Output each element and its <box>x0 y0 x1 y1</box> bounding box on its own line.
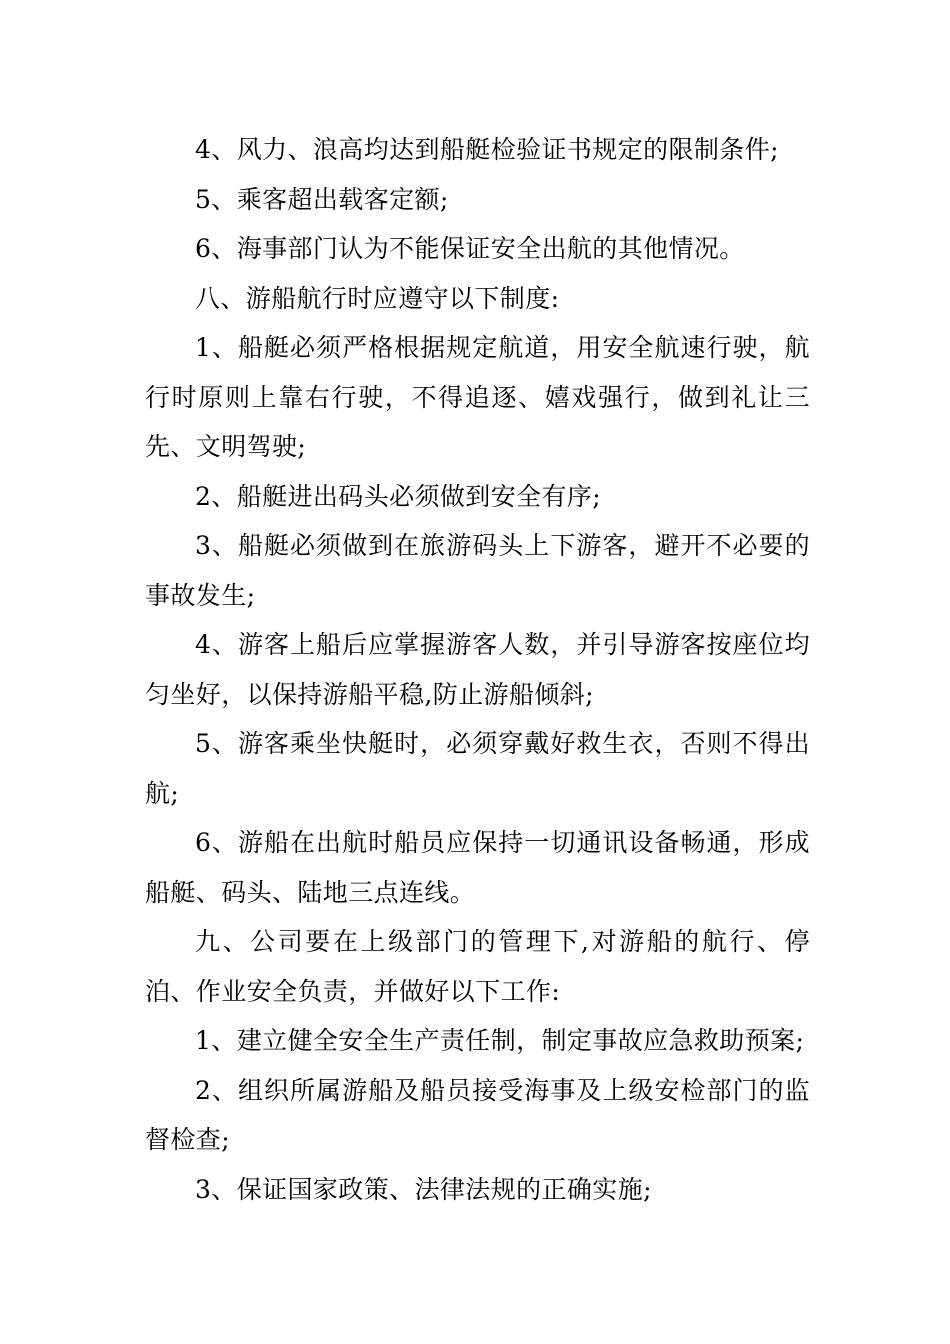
section-heading-eight: 八、游船航行时应遵守以下制度: <box>195 283 560 313</box>
document-page <box>145 125 810 1214</box>
paragraph-wind-wave-limit: 4、风力、浪高均达到船艇检验证书规定的限制条件; <box>195 135 779 164</box>
paragraph-safety-responsibility: 1、建立健全安全生产责任制，制定事故应急救助预案; <box>195 1026 805 1055</box>
paragraph-life-jacket: 5、游客乘坐快艇时，必须穿戴好救生衣，否则不得出航; <box>145 729 810 808</box>
paragraph-communication: 6、游船在出航时船员应保持一切通讯设备畅通，形成船艇、码头、陆地三点连线。 <box>145 828 810 907</box>
section-heading-nine: 九、公司要在上级部门的管理下,对游船的航行、停泊、作业安全负责，并做好以下工作: <box>145 927 810 1006</box>
paragraph-maritime-other: 6、海事部门认为不能保证安全出航的其他情况。 <box>195 234 745 263</box>
paragraph-tourist-boarding: 3、船艇必须做到在旅游码头上下游客，避开不必要的事故发生; <box>145 531 810 610</box>
paragraph-navigation-route: 1、船艇必须严格根据规定航道，用安全航速行驶，航行时原则上靠右行驶，不得追逐、嬉戏强行，做到礼让三先、文明驾驶; <box>145 333 810 461</box>
paragraph-dock-entry: 2、船艇进出码头必须做到安全有序; <box>195 481 602 511</box>
paragraph-inspection: 2、组织所属游船及船员接受海事及上级安检部门的监督检查; <box>145 1075 810 1154</box>
paragraph-passenger-overload: 5、乘客超出载客定额; <box>195 184 449 214</box>
paragraph-policy-implementation: 3、保证国家政策、法律法规的正确实施; <box>195 1174 652 1204</box>
paragraph-seating-balance: 4、游客上船后应掌握游客人数，并引导游客按座位均匀坐好，以保持游船平稳,防止游船倾斜; <box>145 630 810 709</box>
